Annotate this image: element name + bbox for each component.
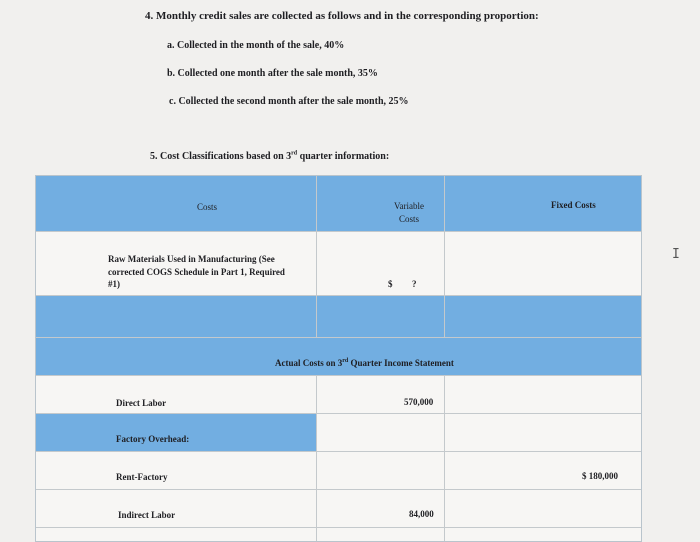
factory-overhead-fixed-cell[interactable] <box>445 414 641 451</box>
table-header-row <box>36 176 641 232</box>
indirect-labor-variable-cell[interactable] <box>317 490 445 527</box>
raw-materials-label-3: #1) <box>108 279 120 289</box>
indirect-labor-fixed-cell[interactable] <box>445 490 641 527</box>
direct-labor-variable: 570,000 <box>404 397 434 407</box>
table-row-direct-labor <box>36 376 641 414</box>
factory-overhead-variable-cell[interactable] <box>317 414 445 451</box>
direct-labor-label: Direct Labor <box>116 398 167 408</box>
rent-factory-fixed-cell[interactable] <box>445 452 641 489</box>
item-4-heading: 4. Monthly credit sales are collected as follows and in the corresponding proportion: <box>145 10 539 22</box>
raw-materials-variable-cell[interactable] <box>317 232 445 295</box>
actual-costs-banner <box>36 338 641 376</box>
table-row-indirect-labor <box>36 490 641 528</box>
raw-materials-label-1: Raw Materials Used in Manufacturing (See <box>108 254 275 264</box>
cost-classification-table <box>35 175 642 542</box>
rent-factory-label: Rent-Factory <box>116 472 168 482</box>
header-fixed: Fixed Costs <box>551 200 596 210</box>
header-variable-line2: Costs <box>399 214 420 224</box>
raw-materials-label-2: corrected COGS Schedule in Part 1, Required <box>108 267 285 277</box>
item-4a: a. Collected in the month of the sale, 40% <box>167 40 345 51</box>
item-4b: b. Collected one month after the sale month, 35% <box>167 68 378 79</box>
header-costs: Costs <box>197 202 218 212</box>
text-cursor-icon: I <box>672 247 680 262</box>
table-row-rent-factory <box>36 452 641 490</box>
table-row-raw-materials <box>36 232 641 296</box>
table-row-factory-overhead <box>36 414 641 452</box>
raw-materials-value: ? <box>412 279 417 289</box>
header-costs-cell <box>36 176 317 231</box>
raw-materials-dollar: $ <box>388 279 393 289</box>
actual-costs-heading: Actual Costs on 3rd Quarter Income Statement <box>275 358 454 368</box>
indirect-labor-label: Indirect Labor <box>118 510 176 520</box>
factory-overhead-label: Factory Overhead: <box>116 434 190 444</box>
header-variable-line1: Variable <box>394 201 424 211</box>
direct-labor-variable-cell[interactable] <box>317 376 445 413</box>
indirect-labor-variable: 84,000 <box>409 509 434 519</box>
table-row-partial <box>36 528 641 541</box>
table-row-blank <box>36 296 641 338</box>
direct-labor-fixed-cell[interactable] <box>445 376 641 413</box>
item-5-heading: 5. Cost Classifications based on 3rd quarter information: <box>150 150 390 162</box>
rent-factory-variable-cell[interactable] <box>317 452 445 489</box>
header-variable-cell <box>317 176 445 231</box>
item-4c: c. Collected the second month after the sale month, 25% <box>169 96 409 107</box>
raw-materials-fixed-cell[interactable] <box>445 232 641 295</box>
header-fixed-cell <box>445 176 641 231</box>
rent-factory-fixed: $ 180,000 <box>582 471 618 481</box>
